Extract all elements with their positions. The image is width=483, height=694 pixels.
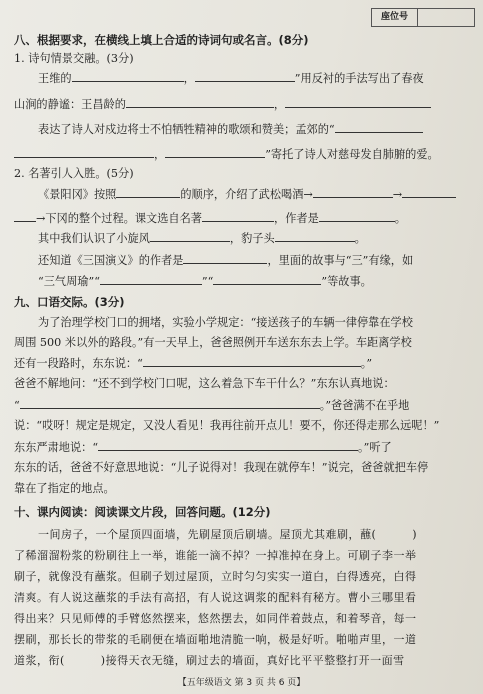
text: 《景阳冈》按照 [38, 188, 117, 201]
blank[interactable] [213, 274, 321, 285]
reading-line-4: 清爽。有人说这蘸浆的手法有高招，有人说这调浆的配料有秘方。曹小三哪里看 [14, 591, 417, 604]
text: ， [154, 148, 166, 161]
text: 。”听了 [358, 441, 392, 454]
blank[interactable] [14, 147, 154, 158]
text: 。 [394, 212, 406, 225]
q2-line-e [38, 274, 372, 289]
text: ”“ [201, 275, 214, 288]
text: )接得天衣无缝，刷过去的墙面，真好比平平整整打开一面雪 [100, 654, 405, 667]
q1-line-b [14, 97, 431, 112]
page-footer: 【五年级语文 第 3 页 共 6 页】 [177, 678, 306, 688]
text: 。” [360, 357, 373, 370]
blank[interactable] [319, 211, 395, 222]
blank[interactable] [183, 253, 267, 264]
blank[interactable] [98, 440, 358, 451]
sec9-line-9: 靠在了指定的地点。 [14, 482, 115, 495]
text: ，里面的故事与“三”有缘，如 [267, 254, 414, 267]
q2-line-c [38, 231, 366, 246]
text: 山涧的静谧：王昌龄的 [14, 98, 126, 111]
reading-line-1 [38, 528, 417, 542]
blank[interactable] [335, 122, 423, 133]
text: 的顺序，介绍了武松喝酒→ [180, 188, 313, 201]
blank[interactable] [100, 274, 202, 285]
text: ”等故事。 [321, 275, 372, 288]
text: ) [412, 528, 418, 541]
reading-line-3: 刷子，就像没有蘸浆。但刷子划过屋顶，立时匀匀实实一道白，白得透亮，白得 [14, 570, 417, 583]
text: ”用反衬的手法写出了春夜 [294, 72, 424, 85]
blank[interactable] [165, 147, 265, 158]
blank[interactable] [14, 211, 36, 222]
reading-line-5: 得出来？只见师傅的手臂悠然摆来，悠然摆去，如同伴着鼓点，和着琴音，每一 [14, 612, 417, 625]
q1-line-d [14, 147, 439, 162]
seat-number-label: 座位号 [372, 9, 418, 26]
text: ， [183, 72, 195, 85]
blank[interactable] [20, 398, 320, 409]
blank[interactable] [313, 187, 393, 198]
blank[interactable] [126, 97, 274, 108]
text: 。 [354, 232, 366, 245]
blank[interactable] [275, 231, 355, 242]
sec9-line-7 [14, 440, 392, 455]
blank[interactable] [150, 231, 230, 242]
sec9-line-8: 东东的话，爸爸不好意思地说：“儿子说得对！我现在就停车！”说完，爸爸就把车停 [14, 461, 429, 474]
text: ，作者是 [274, 212, 319, 225]
q1-line-a [38, 71, 424, 86]
text: → [392, 188, 403, 201]
text: 一间房子，一个屋顶四面墙，先刷屋顶后刷墙。屋顶尤其难刷，蘸( [38, 528, 377, 541]
sec9-line-5 [14, 398, 409, 413]
blank[interactable] [72, 71, 184, 82]
text: →下冈的整个过程。课文选自名著 [36, 212, 202, 225]
q2-title: 2. 名著引人入胜。(5分) [14, 167, 134, 180]
blank[interactable] [195, 71, 295, 82]
sec9-line-4: 爸爸不解地问：“还不到学校门口呢，这么着急下车干什么？”东东认真地说： [14, 377, 395, 390]
blank[interactable] [143, 356, 361, 367]
section-8-title: 八、根据要求，在横线上填上合适的诗词句或名言。(8分) [14, 33, 309, 47]
reading-line-7 [14, 654, 405, 668]
text: 王维的 [38, 72, 72, 85]
text: 道浆，衔( [14, 654, 65, 667]
text: 东东严肃地说：“ [14, 441, 99, 454]
q2-line-d [38, 253, 413, 268]
sec9-line-2: 周围 500 米以外的路段。”有一天早上，爸爸照例开车送东东去上学。车距离学校 [14, 336, 412, 349]
text: 还知道《三国演义》的作者是 [38, 254, 184, 267]
section-9-title: 九、口语交际。(3分) [14, 295, 125, 309]
text: ”寄托了诗人对慈母发自肺腑的爱。 [265, 148, 439, 161]
text: 表达了诗人对戍边将士不怕牺牲精神的歌颂和赞美；孟郊的“ [38, 123, 335, 136]
text: 还有一段路时，东东说：“ [14, 357, 143, 370]
q1-line-c [38, 122, 423, 137]
sec9-line-6: 说：“哎呀！规定是规定，又没人看见！我再往前开点儿！要不，你还得走那么远呢！” [14, 419, 440, 432]
seat-number-field[interactable] [418, 9, 474, 26]
q2-line-a [38, 187, 456, 202]
text: 。”爸爸满不在乎地 [319, 399, 410, 412]
text: “ [14, 399, 20, 412]
q1-title: 1. 诗句情景交融。(3分) [14, 52, 134, 65]
blank[interactable] [116, 187, 180, 198]
q2-line-b [14, 211, 406, 226]
sec9-line-3 [14, 356, 372, 371]
sec9-line-1: 为了治理学校门口的拥堵，实验小学规定：“接送孩子的车辆一律停靠在学校 [38, 316, 413, 329]
blank[interactable] [402, 187, 456, 198]
text: “三气周瑜”“ [38, 275, 100, 288]
seat-number-box [371, 8, 475, 27]
blank[interactable] [202, 211, 274, 222]
section-10-title: 十、课内阅读：阅读课文片段，回答问题。(12分) [14, 505, 271, 519]
text: ， [273, 98, 286, 111]
reading-line-6: 摆刷，那长长的带浆的毛刷便在墙面啪地清脆一响，极是好听。啪啪声里，一道 [14, 633, 417, 646]
reading-line-2: 了稀溜溜粉浆的粉刷往上一举，谁能一滴不掉？一掉准掉在身上。可刷子李一举 [14, 549, 417, 562]
text: 其中我们认识了小旋风 [38, 232, 150, 245]
blank[interactable] [285, 97, 431, 108]
text: ，豹子头 [229, 232, 275, 245]
